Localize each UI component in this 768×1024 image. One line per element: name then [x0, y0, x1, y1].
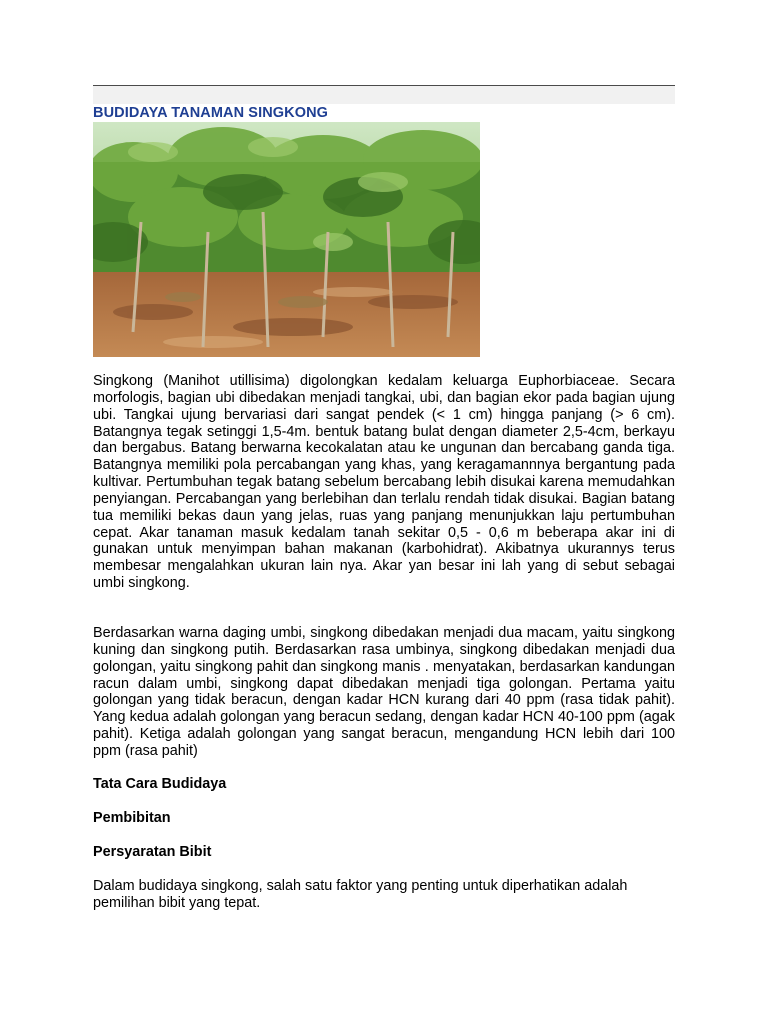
- document-title: BUDIDAYA TANAMAN SINGKONG: [93, 105, 329, 121]
- heading-persyaratan-bibit: Persyaratan Bibit: [93, 844, 212, 860]
- bibit-paragraph: Dalam budidaya singkong, salah satu faktor yang penting untuk diperhatikan adalah pemilihan bibit yang tepat.: [93, 878, 628, 911]
- cassava-field-photo: [93, 122, 480, 357]
- heading-tata-cara: Tata Cara Budidaya: [93, 776, 227, 792]
- intro-paragraph: Singkong (Manihot utillisima) digolongkan kedalam keluarga Euphorbiaceae. Secara morfologis, bagian ubi dibedakan menjadi tangkai, ubi, dan bagian ekor pada bagian ujung ubi. Tangkai ujung bervariasi dari sangat pendek (< 1 cm) hingga panjang (> 6 cm). Batangnya tegak setinggi 1,5-4m. bentuk batang bulat dengan diameter 2,5-4cm, berkayu dan bergabus. Batang berwarna kecokalatan atau ke ungunan dan bercabang ganda tiga. Batangnya memiliki pola percabangan yang khas, yang keragamannnya bergantung pada kultivar. Pertumbuhan tegak batang sebelum bercabang lebih disukai karena memudahkan penyiangan. Percabangan yang berlebihan dan terlalu rendah tidak disukai. Bagian batang tua memiliki bekas daun yang jelas, ruas yang panjang menunjukkan laju pertumbuhan cepat. Akar tanaman masuk kedalam tanah sekitar 0,5 - 0,6 m beberapa akar ini di gunakan untuk menyimpan bahan makanan (karbohidrat). Akibatnya ukurannys terus membesar mengalahkan ukuran lain nya. Akar yan besar ini lah yang di sebut sebagai umbi singkong.: [93, 373, 675, 592]
- heading-pembibitan: Pembibitan: [93, 810, 171, 826]
- header-band: [93, 86, 675, 104]
- varieties-paragraph: Berdasarkan warna daging umbi, singkong dibedakan menjadi dua macam, yaitu singkong kuning dan singkong putih. Berdasarkan rasa umbinya, singkong dibedakan menjadi dua golongan, yaitu singkong pahit dan singkong manis . menyatakan, berdasarkan kandungan racun dalam umbi, singkong dapat dibedakan menjadi tiga golongan. Pertama yaitu golongan yang tidak beracun, dengan kadar HCN kurang dari 40 ppm (rasa tidak pahit). Yang kedua adalah golongan yang beracun sedang, dengan kadar HCN 40-100 ppm (agak pahit). Ketiga adalah golongan yang sangat beracun, mengandung HCN lebih dari 100 ppm (rasa pahit): [93, 625, 675, 759]
